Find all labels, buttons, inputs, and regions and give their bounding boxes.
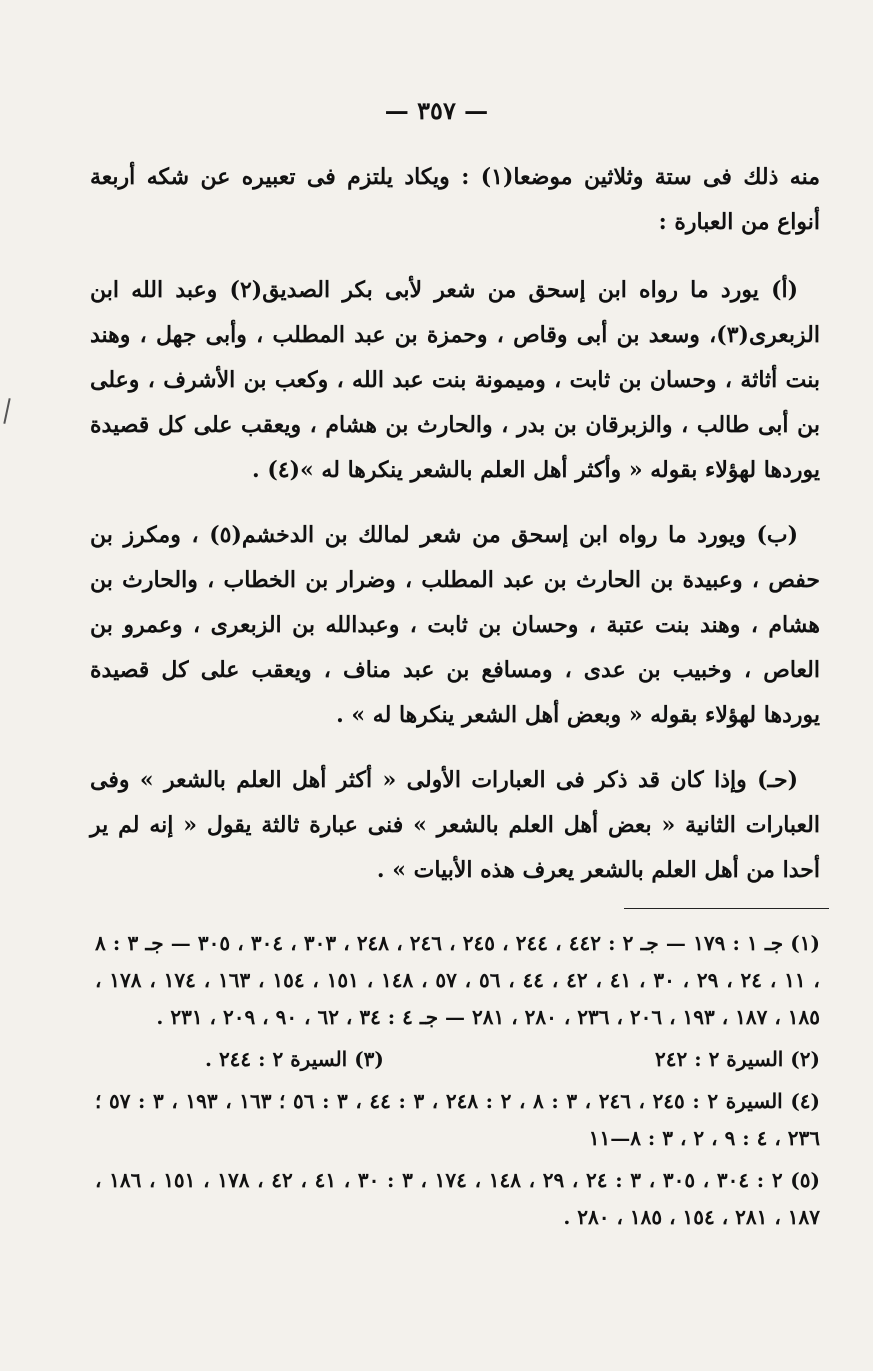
margin-mark: [3, 398, 10, 424]
footnote-separator: [624, 908, 829, 909]
footnote-2: (٢) السيرة ٢ : ٢٤٢: [655, 1047, 820, 1071]
footnote-3: (٣) السيرة ٢ : ٢٤٤ .: [205, 1047, 384, 1071]
intro-paragraph: منه ذلك فى ستة وثلاثين موضعا(١) : ويكاد يلتزم فى تعبيره عن شكه أربعة أنواع من العبارة :: [90, 164, 821, 235]
main-text: [90, 155, 820, 913]
paragraph-a: (أ) يورد ما رواه ابن إسحق من شعر لأبى بكر الصديق(٢) وعبد الله ابن الزبعرى(٣)، وسعد بن أبى وقاص ، وحمزة بن عبد المطلب ، وأبى جهل ، وهند بنت أثاثة ، وحسان بن ثابت ، وميمونة بنت عبد الله ، وكعب بن الأشرف ، وعلى بن أبى طالب ، والزبرقان بن بدر ، والحارث بن هشام ، ويعقب على كل قصيدة يوردها لهؤلاء بقوله « وأكثر أهل العلم بالشعر ينكرها له »(٤) .: [90, 277, 820, 483]
footnotes: [95, 925, 820, 1241]
page-number: — ٣٥٧ —: [384, 96, 489, 125]
paragraph-b: (ب) ويورد ما رواه ابن إسحق من شعر لمالك بن الدخشم(٥) ، ومكرز بن حفص ، وعبيدة بن الحارث بن عبد المطلب ، وضرار بن الخطاب ، والحارث بن هشام ، وهند بنت عتبة ، وحسان بن ثابت ، وعبدالله بن الزبعرى ، وعمرو بن العاص ، وخبيب بن عدى ، ومسافع بن عبد مناف ، ويعقب على كل قصيدة يوردها لهؤلاء بقوله « وبعض أهل الشعر ينكرها له » .: [90, 522, 820, 728]
paragraph-c: (حـ) وإذا كان قد ذكر فى العبارات الأولى « أكثر أهل العلم بالشعر » وفى العبارات الثانية « بعض أهل العلم بالشعر » فنى عبارة ثالثة يقول « إنه لم ير أحدا من أهل العلم بالشعر يعرف هذه الأبيات » .: [90, 767, 820, 883]
footnote-4: (٤) السيرة ٢ : ٢٤٥ ، ٢٤٦ ، ٣ : ٨ ، ٢ : ٢٤٨ ، ٣ : ٤٤ ، ٣ : ٥٦ ؛ ١٦٣ ، ١٩٣ ، ٣ : ٥٧ ؛ ٢٣٦ ، ٤ : ٩ ، ٢ ، ٣ : ٨—١١: [95, 1089, 820, 1150]
footnote-row-2-3: [95, 1041, 820, 1078]
footnote-5: (٥) ٢ : ٣٠٤ ، ٣٠٥ ، ٣ : ٢٤ ، ٢٩ ، ١٤٨ ، ١٧٤ ، ٣ : ٣٠ ، ٤١ ، ٤٢ ، ١٧٨ ، ١٥١ ، ١٨٦ ، ١٨٧ ، ٢٨١ ، ١٥٤ ، ١٨٥ ، ٢٨٠ .: [95, 1168, 820, 1229]
footnote-1: (١) جـ ١ : ١٧٩ — جـ ٢ : ٤٤٢ ، ٢٤٤ ، ٢٤٥ ، ٢٤٦ ، ٢٤٨ ، ٣٠٣ ، ٣٠٤ ، ٣٠٥ — جـ ٣ : ٨ ، ١١ ، ٢٤ ، ٢٩ ، ٣٠ ، ٤١ ، ٤٢ ، ٤٤ ، ٥٦ ، ٥٧ ، ١٤٨ ، ١٥١ ، ١٥٤ ، ١٦٣ ، ١٧٤ ، ١٧٨ ، ١٨٥ ، ١٨٧ ، ١٩٣ ، ٢٠٦ ، ٢٣٦ ، ٢٨٠ ، ٢٨١ — جـ ٤ : ٣٤ ، ٦٢ ، ٩٠ ، ٢٠٩ ، ٢٣١ .: [95, 931, 820, 1029]
